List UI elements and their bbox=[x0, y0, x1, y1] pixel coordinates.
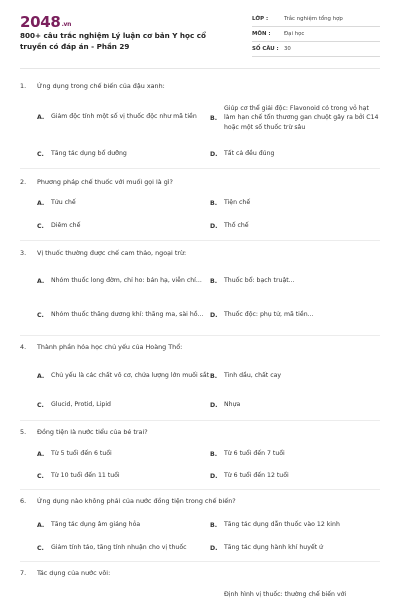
option-text: Định hình vị thuốc: thường chế biến với bbox=[224, 591, 347, 599]
option-text: Chủ yếu là các chất vô cơ, chứa lượng lớn muối sắt bbox=[51, 372, 210, 380]
question-number: 2. bbox=[20, 178, 27, 186]
option-label: B. bbox=[210, 114, 218, 122]
option-label: A. bbox=[37, 372, 45, 380]
option-text: Tăng tác dụng dẫn thuốc vào 12 kinh bbox=[224, 521, 340, 529]
option-c[interactable] bbox=[37, 305, 212, 325]
option-c[interactable] bbox=[37, 471, 212, 481]
question-7 bbox=[20, 569, 380, 579]
question-divider bbox=[20, 240, 380, 241]
option-b[interactable] bbox=[210, 449, 385, 459]
option-label: D. bbox=[210, 401, 218, 409]
question-text: Ứng dụng nào không phải của nước đồng tiện trong chế biến? bbox=[37, 497, 236, 505]
question-text: Tác dụng của nước vôi: bbox=[37, 569, 111, 577]
question-1 bbox=[20, 82, 380, 92]
option-text: Giảm tính táo, tăng tính nhuận cho vị thuốc bbox=[51, 544, 187, 552]
option-label: B. bbox=[210, 521, 218, 529]
question-stem bbox=[20, 497, 380, 507]
option-label: C. bbox=[37, 472, 44, 480]
option-text: Thuốc độc: phụ tử, mã tiền... bbox=[224, 311, 314, 319]
option-c[interactable] bbox=[37, 221, 212, 231]
option-b[interactable] bbox=[210, 520, 385, 530]
option-text: Tiện chế bbox=[224, 199, 251, 207]
question-3 bbox=[20, 249, 380, 259]
option-label: A. bbox=[37, 199, 45, 207]
option-label: A. bbox=[37, 450, 45, 458]
question-divider bbox=[20, 489, 380, 490]
option-label: D. bbox=[210, 222, 218, 230]
option-label: D. bbox=[210, 472, 218, 480]
option-b[interactable] bbox=[210, 276, 385, 286]
option-label: A. bbox=[37, 113, 45, 121]
option-label: B. bbox=[210, 277, 218, 285]
option-d[interactable] bbox=[210, 471, 385, 481]
option-text: Giúp cơ thể giải độc: Flavonoid có trong vỏ hạt làm hạn chế tổn thương gan chuột gây ra bởi C14 hoặc một số thuốc trừ sâu bbox=[224, 104, 379, 131]
option-b[interactable] bbox=[210, 198, 385, 208]
option-text: Thuốc bổ: bạch truật... bbox=[224, 277, 295, 285]
option-label: C. bbox=[37, 222, 44, 230]
option-text: Diêm chế bbox=[51, 222, 81, 230]
option-a[interactable] bbox=[37, 198, 212, 208]
option-text: Từ 10 tuổi đến 11 tuổi bbox=[51, 472, 120, 480]
question-number: 4. bbox=[20, 343, 27, 351]
option-label: D. bbox=[210, 544, 218, 552]
option-label: A. bbox=[37, 277, 45, 285]
option-text: Từ 6 tuổi đến 7 tuổi bbox=[224, 450, 285, 458]
question-2 bbox=[20, 178, 380, 188]
question-text: Thành phần hóa học chủ yếu của Hoàng Thổ: bbox=[37, 343, 183, 351]
option-label: D. bbox=[210, 150, 218, 158]
question-stem bbox=[20, 569, 380, 579]
question-number: 1. bbox=[20, 82, 27, 90]
question-stem bbox=[20, 428, 380, 438]
option-text: Giảm độc tính một số vị thuốc độc như mã tiền bbox=[51, 113, 197, 121]
question-stem bbox=[20, 82, 380, 92]
option-d[interactable] bbox=[210, 221, 385, 231]
option-b[interactable] bbox=[210, 371, 385, 381]
option-text: Từ 6 tuổi đến 12 tuổi bbox=[224, 472, 289, 480]
document-title: 800+ câu trắc nghiệm Lý luận cơ bản Y học cổ truyền có đáp án - Phần 29 bbox=[20, 31, 206, 51]
question-divider bbox=[20, 420, 380, 421]
option-label: C. bbox=[37, 311, 44, 319]
option-b-partial[interactable] bbox=[224, 590, 384, 600]
option-a[interactable] bbox=[37, 271, 212, 291]
option-c[interactable] bbox=[37, 543, 212, 553]
question-number: 5. bbox=[20, 428, 27, 436]
question-number: 3. bbox=[20, 249, 27, 257]
meta-value: 30 bbox=[284, 46, 291, 52]
question-stem bbox=[20, 249, 380, 259]
question-stem bbox=[20, 178, 380, 188]
question-divider bbox=[20, 561, 380, 562]
option-text: Từ 5 tuổi đến 6 tuổi bbox=[51, 450, 112, 458]
meta-key: SỐ CÂU : bbox=[252, 46, 279, 52]
meta-key: MÔN : bbox=[252, 31, 271, 37]
option-label: C. bbox=[37, 150, 44, 158]
option-label: A. bbox=[37, 521, 45, 529]
option-label: C. bbox=[37, 544, 44, 552]
option-label: D. bbox=[210, 311, 218, 319]
option-label: B. bbox=[210, 372, 218, 380]
question-divider bbox=[20, 168, 380, 169]
logo-suffix: .vn bbox=[61, 21, 72, 28]
question-text: Đồng tiện là nước tiểu của bé trai? bbox=[37, 428, 148, 436]
question-text: Phương pháp chế thuốc với muối gọi là gì? bbox=[37, 178, 173, 186]
option-d[interactable] bbox=[210, 400, 385, 410]
option-d[interactable] bbox=[210, 310, 385, 320]
question-text: Vị thuốc thường được chế cam thảo, ngoại trừ: bbox=[37, 249, 187, 257]
option-c[interactable] bbox=[37, 149, 212, 159]
option-text: Nhựa bbox=[224, 401, 241, 409]
option-text: Nhóm thuốc long đờm, chỉ ho: bán hạ, viễn chí... bbox=[51, 277, 202, 285]
option-c[interactable] bbox=[37, 400, 212, 410]
option-label: B. bbox=[210, 450, 218, 458]
option-a[interactable] bbox=[37, 106, 212, 128]
meta-value: Đại học bbox=[284, 31, 305, 37]
option-text: Thố chế bbox=[224, 222, 249, 230]
meta-key: LỚP : bbox=[252, 16, 269, 22]
question-divider bbox=[20, 335, 380, 336]
option-text: Tăng tác dụng bổ dưỡng bbox=[51, 150, 127, 158]
option-text: Tửu chế bbox=[51, 199, 76, 207]
question-number: 7. bbox=[20, 569, 27, 577]
option-text: Tất cả đều đúng bbox=[224, 150, 275, 158]
question-4 bbox=[20, 343, 380, 353]
question-5 bbox=[20, 428, 380, 438]
logo-text: 2048 bbox=[20, 13, 61, 31]
option-text: Tăng tác dụng hành khí huyết ứ bbox=[224, 544, 323, 552]
option-d[interactable] bbox=[210, 543, 385, 553]
option-a[interactable] bbox=[37, 449, 212, 459]
option-b[interactable] bbox=[210, 101, 382, 135]
meta-value: Trắc nghiệm tổng hợp bbox=[284, 16, 343, 22]
question-6 bbox=[20, 497, 380, 507]
option-a[interactable] bbox=[37, 366, 212, 386]
option-d[interactable] bbox=[210, 149, 385, 159]
option-label: B. bbox=[210, 199, 218, 207]
option-text: Glucid, Protid, Lipid bbox=[51, 401, 111, 409]
question-text: Ứng dụng trong chế biến của đậu xanh: bbox=[37, 82, 165, 90]
option-label: C. bbox=[37, 401, 44, 409]
question-stem bbox=[20, 343, 380, 353]
option-text: Tăng tác dụng âm giáng hỏa bbox=[51, 521, 141, 529]
option-a[interactable] bbox=[37, 520, 212, 530]
option-text: Nhóm thuốc thăng dương khí: thăng ma, sài hồ... bbox=[51, 311, 204, 319]
question-number: 6. bbox=[20, 497, 27, 505]
option-text: Tinh dầu, chất cay bbox=[224, 372, 282, 380]
